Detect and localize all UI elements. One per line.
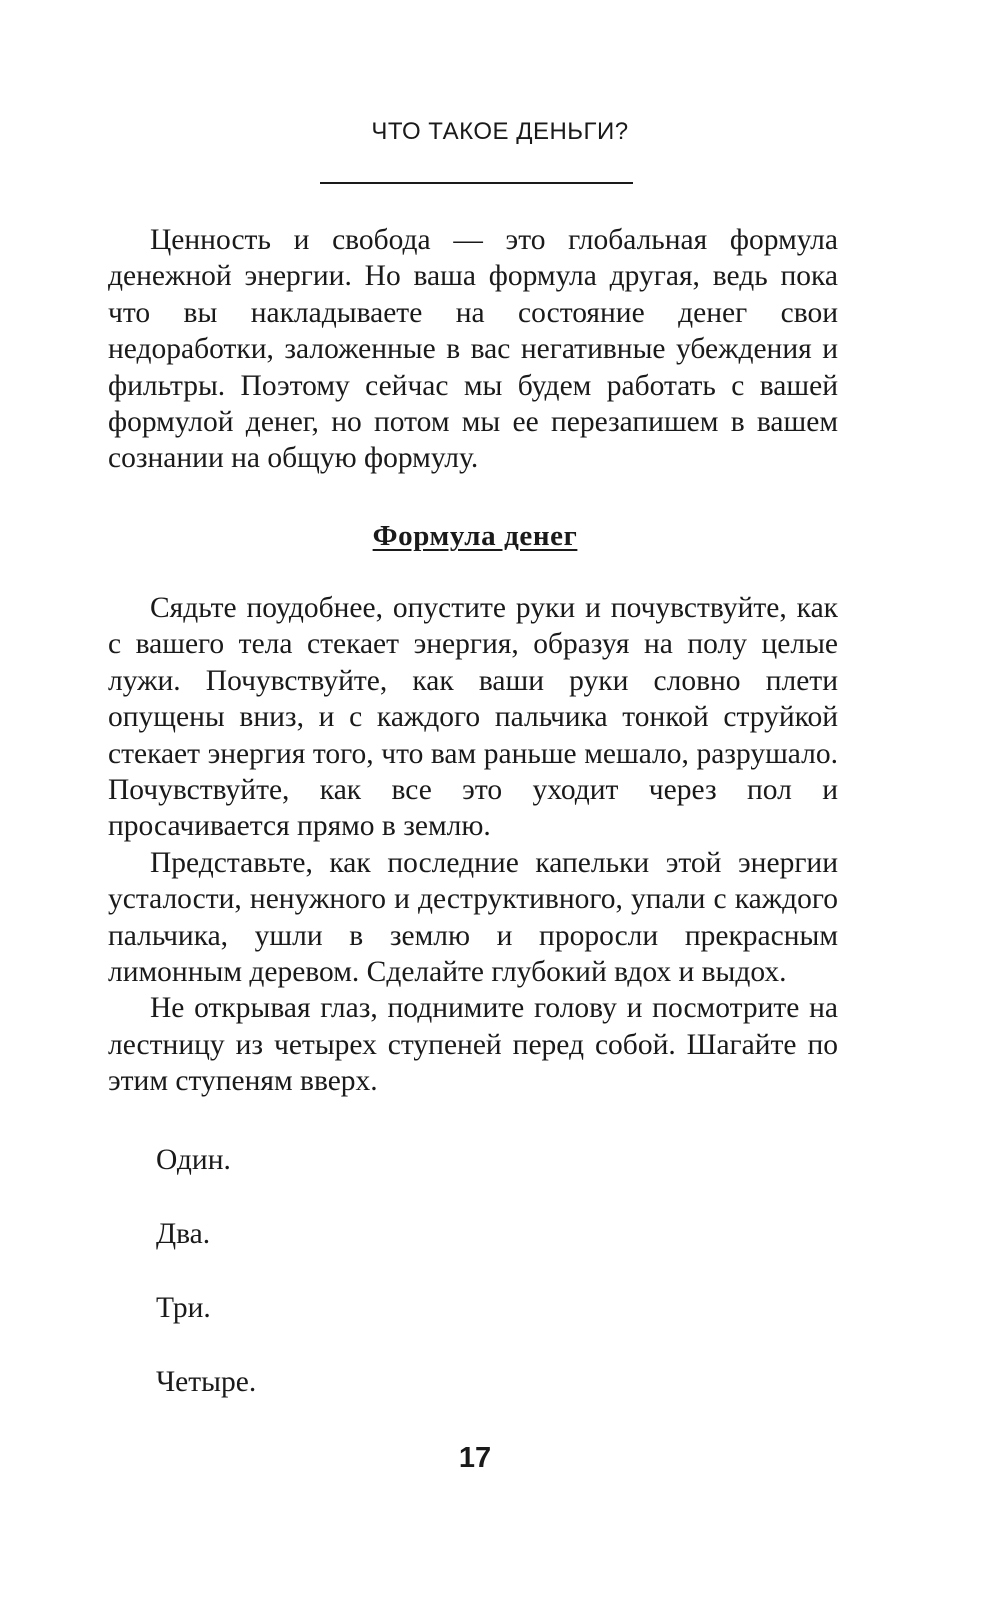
step-one: Один. (156, 1144, 231, 1176)
intro-text (108, 222, 838, 477)
header-rule (320, 182, 633, 184)
section-text (108, 590, 838, 1100)
step-three: Три. (156, 1292, 211, 1324)
section-paragraph-3: Не открывая глаз, поднимите голову и посмотрите на лестницу из четырех ступеней перед собой. Шагайте по этим ступеням вверх. (108, 992, 838, 1098)
running-head: ЧТО ТАКОЕ ДЕНЬГИ? (371, 118, 629, 145)
intro-paragraph: Ценность и свобода — это глобальная формула денежной энергии. Но ваша формула другая, ведь пока что вы накладываете на состояние денег свои недоработки, заложенные в вас негативные убеждения и фильтры. Поэтому сейчас мы будем работать с вашей формулой денег, но потом мы ее перезапишем в вашем сознании на общую формулу. (108, 224, 838, 475)
section-paragraph-1: Сядьте поудобнее, опустите руки и почувствуйте, как с вашего тела стекает энергия, образуя на полу целые лужи. Почувствуйте, как ваши руки словно плети опущены вниз, и с каждого пальчика тонкой струйкой стекает энергия того, что вам раньше мешало, разрушало. Почувствуйте, как все это уходит через пол и просачивается прямо в землю. (108, 592, 838, 843)
section-paragraph-2: Представьте, как последние капельки этой энергии усталости, ненужного и деструктивного, упали с каждого пальчика, ушли в землю и проросли прекрасным лимонным деревом. Сделайте глубокий вдох и выдох. (108, 846, 838, 989)
section-title: Формула денег (372, 520, 578, 552)
step-four: Четыре. (156, 1366, 257, 1398)
page-number: 17 (458, 1442, 492, 1474)
step-two: Два. (156, 1218, 211, 1250)
